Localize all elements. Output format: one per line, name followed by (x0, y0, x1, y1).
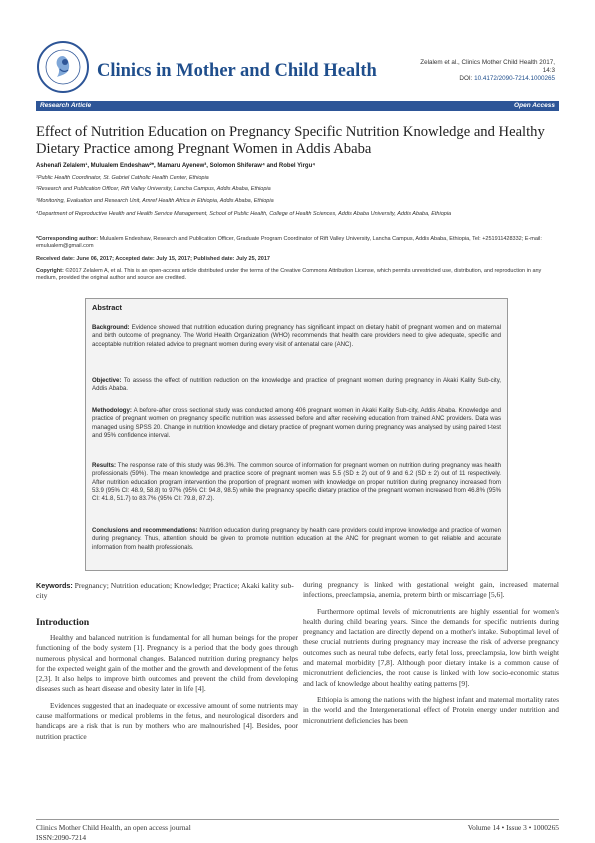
footer-volume: Volume 14 • Issue 3 • 1000265 (467, 823, 559, 832)
doi-link[interactable]: 10.4172/2090-7214.1000265 (474, 75, 555, 83)
corresponding-label: *Corresponding author: (36, 236, 99, 242)
citation-line: Zelalem et al., Clinics Mother Child Health 2017, (420, 59, 555, 66)
abstract-background (92, 324, 501, 349)
author-list: Ashenafi Zelalem¹, Mulualem Endeshaw²*, Mamaru Ayenew³, Solomon Shiferaw⁴ and Robel Yirgu⁴ (36, 163, 316, 169)
abstract-results (92, 462, 501, 503)
keywords-label: Keywords: (36, 581, 73, 590)
journal-logo-icon (36, 40, 90, 94)
abstract-objective (92, 377, 501, 394)
objective-text: To assess the effect of nutrition reduction on the knowledge and practice of pregnant women during pregnancy in Akaki Kality Sub-city, Addis Ababa. (92, 377, 501, 393)
right-column (303, 580, 559, 732)
methodology-label: Methodology: (92, 407, 132, 414)
keywords-text: Pregnancy; Nutrition education; Knowledge; Practice; Akaki kality sub-city (36, 581, 294, 600)
abstract-box (85, 298, 508, 571)
journal-logo (36, 40, 90, 94)
body-paragraph: Evidences suggested that an inadequate or excessive amount of some nutrients may cause malformations or medical problems in the fetus, and neurological disorders and handicaps are a risk that is run by mothers who are malnourished [4]. Besides, poor nutrition practice (36, 700, 298, 741)
copyright-notice (36, 268, 559, 283)
journal-title: Clinics in Mother and Child Health (97, 61, 377, 81)
left-column (36, 633, 298, 748)
footer-journal-name: Clinics Mother Child Health, an open access journal (36, 823, 191, 832)
copyright-label: Copyright: (36, 268, 64, 274)
body-paragraph: during pregnancy is linked with gestational weight gain, increased maternal infections, preeclampsia, anemia, preterm birth or miscarriage [5,6]. (303, 580, 559, 600)
open-access-label: Open Access (514, 102, 555, 109)
results-text: The response rate of this study was 96.3%. The common source of information for pregnant women on nutrition during pregnancy was health professionals (59%). The mean knowledge and practice score of pregnant women was 5.5 (SD ± 2) out of 9 and 6.2 (SD ± 2) out of 11 respectively. After nutrition education program intervention the proportion of pregnant women with knowledge on proper nutrition during pregnancy increased from 53.9 (95% CI: 48.9, 58.8) to 97% (95% CI: 94.8, 98.5) while the pregnancy specific dietary practice of the pregnant women increased from 46.8% (95% CI: 41.8, 51.7) to 83.7% (95% CI: 79.8, 87.2). (92, 462, 501, 503)
footer-journal (36, 823, 191, 843)
corresponding-author (36, 236, 559, 251)
methodology-text: A before-after cross sectional study was conducted among 406 pregnant women in Akaki Kality Sub-city, Addis Ababa. Knowledge and practice of pregnant women on pregnancy specific nutrition was assessed before and after receiving education from trained ANC providers. Data was managed using SPSS 20. Change in nutrition knowledge and dietary practice of pregnant women during pregnancy was analysed by using paired t-test and 95% confidence interval. (92, 407, 501, 439)
results-label: Results: (92, 462, 117, 469)
body-paragraph: Ethiopia is among the nations with the highest infant and maternal mortality rates in the world and the Intergenerational effect of Protein energy under nutrition and micronutrient deficiencies has been (303, 694, 559, 725)
citation-volume: 14:3 (542, 67, 555, 75)
footer-divider (36, 819, 559, 820)
article-type-band (36, 101, 559, 111)
objective-label: Objective: (92, 377, 122, 384)
footer-issn: ISSN:2090-7214 (36, 833, 87, 842)
abstract-methodology (92, 407, 501, 440)
abstract-conclusions (92, 527, 501, 552)
conclusions-text: Nutrition education during pregnancy by health care providers could improve knowledge and practice of women during pregnancy. Thus, attention should be given to promote nutrition education at the ANC for pregnant women to get reliable and accurate information from health professionals. (92, 527, 501, 551)
article-title: Effect of Nutrition Education on Pregnancy Specific Nutrition Knowledge and Healthy Dietary Practice among Pregnant Women in Addis Ababa (36, 124, 545, 157)
doi-line (375, 75, 555, 83)
affiliation-3: ³Monitoring, Evaluation and Research Unit, Amref Health Africa in Ethiopia, Addis Ababa, Ethiopia (36, 198, 274, 204)
background-label: Background: (92, 324, 130, 331)
affiliation-2: ²Research and Publication Officer, Rift Valley University, Lancha Campus, Addis Ababa, Ethiopia (36, 186, 271, 192)
body-paragraph: Furthermore optimal levels of micronutrients are highly essential for women's health during child bearing years. Since the demands for specific nutrients during pregnancy and lactation are directly depend on a mother's intake. Suboptimal level of these crucial nutrients during pregnancy may increase the risk of adverse pregnancy outcomes such as neural tube defects, early fetal loss, preeclampsia, low birth weight and maternal morbidity [7,8]. Although poor dietary intake is a common cause of micronutrient deficiencies, the root cause is linked with low socio-economic status and lack of knowledge about healthy eating patterns [9]. (303, 606, 559, 688)
keywords (36, 581, 298, 601)
corresponding-text: Mulualem Endeshaw, Research and Publication Officer, Graduate Program Coordinator of Rift Valley University, Lancha Campus, Addis Ababa, Ethiopia, Tel: +251911428332; E-mail: emulualem@gmail.com (36, 236, 542, 250)
abstract-heading: Abstract (92, 303, 122, 312)
section-heading-introduction: Introduction (36, 617, 90, 628)
doi-label: DOI: (459, 75, 473, 83)
copyright-text: ©2017 Zelalem A, et al. This is an open-access article distributed under the terms of the Creative Commons Attribution License, which permits unrestricted use, distribution, and reproduction in any medium, provided the original author and source are credited. (36, 268, 542, 282)
conclusions-label: Conclusions and recommendations: (92, 527, 198, 534)
background-text: Evidence showed that nutrition education during pregnancy has significant impact on dietary habit of pregnant women and on maternal and birth outcome of pregnancy. The World Health Organization (WHO) recommends that health care providers need to give adequate, specific and acceptable nutrition related advice to pregnant women during every visit of antenatal care (ANC). (92, 324, 501, 348)
affiliation-1: ¹Public Health Coordinator, St. Gabriel Catholic Health Center, Ethiopia (36, 175, 209, 181)
affiliation-4: ⁴Department of Reproductive Health and Health Service Management, School of Public Health, College of Health Sciences, Addis Ababa University, Addis Ababa, Ethiopia (36, 211, 452, 217)
body-paragraph: Healthy and balanced nutrition is fundamental for all human beings for the proper functioning of the body system [1]. Pregnancy is a period that the body goes through numerous physical and hormonal changes. Balanced nutrition during pregnancy helps for the expected weight gain of the mother and the growth and development of the fetus [2,3]. It also helps to improve birth outcomes and prevent the child from developing diseases such as heart disease and obesity later in life [4]. (36, 633, 298, 694)
article-dates: Received date: June 06, 2017; Accepted date: July 15, 2017; Published date: July 25, 2017 (36, 256, 270, 262)
article-type-label: Research Article (40, 102, 92, 109)
citation-block (375, 59, 555, 84)
